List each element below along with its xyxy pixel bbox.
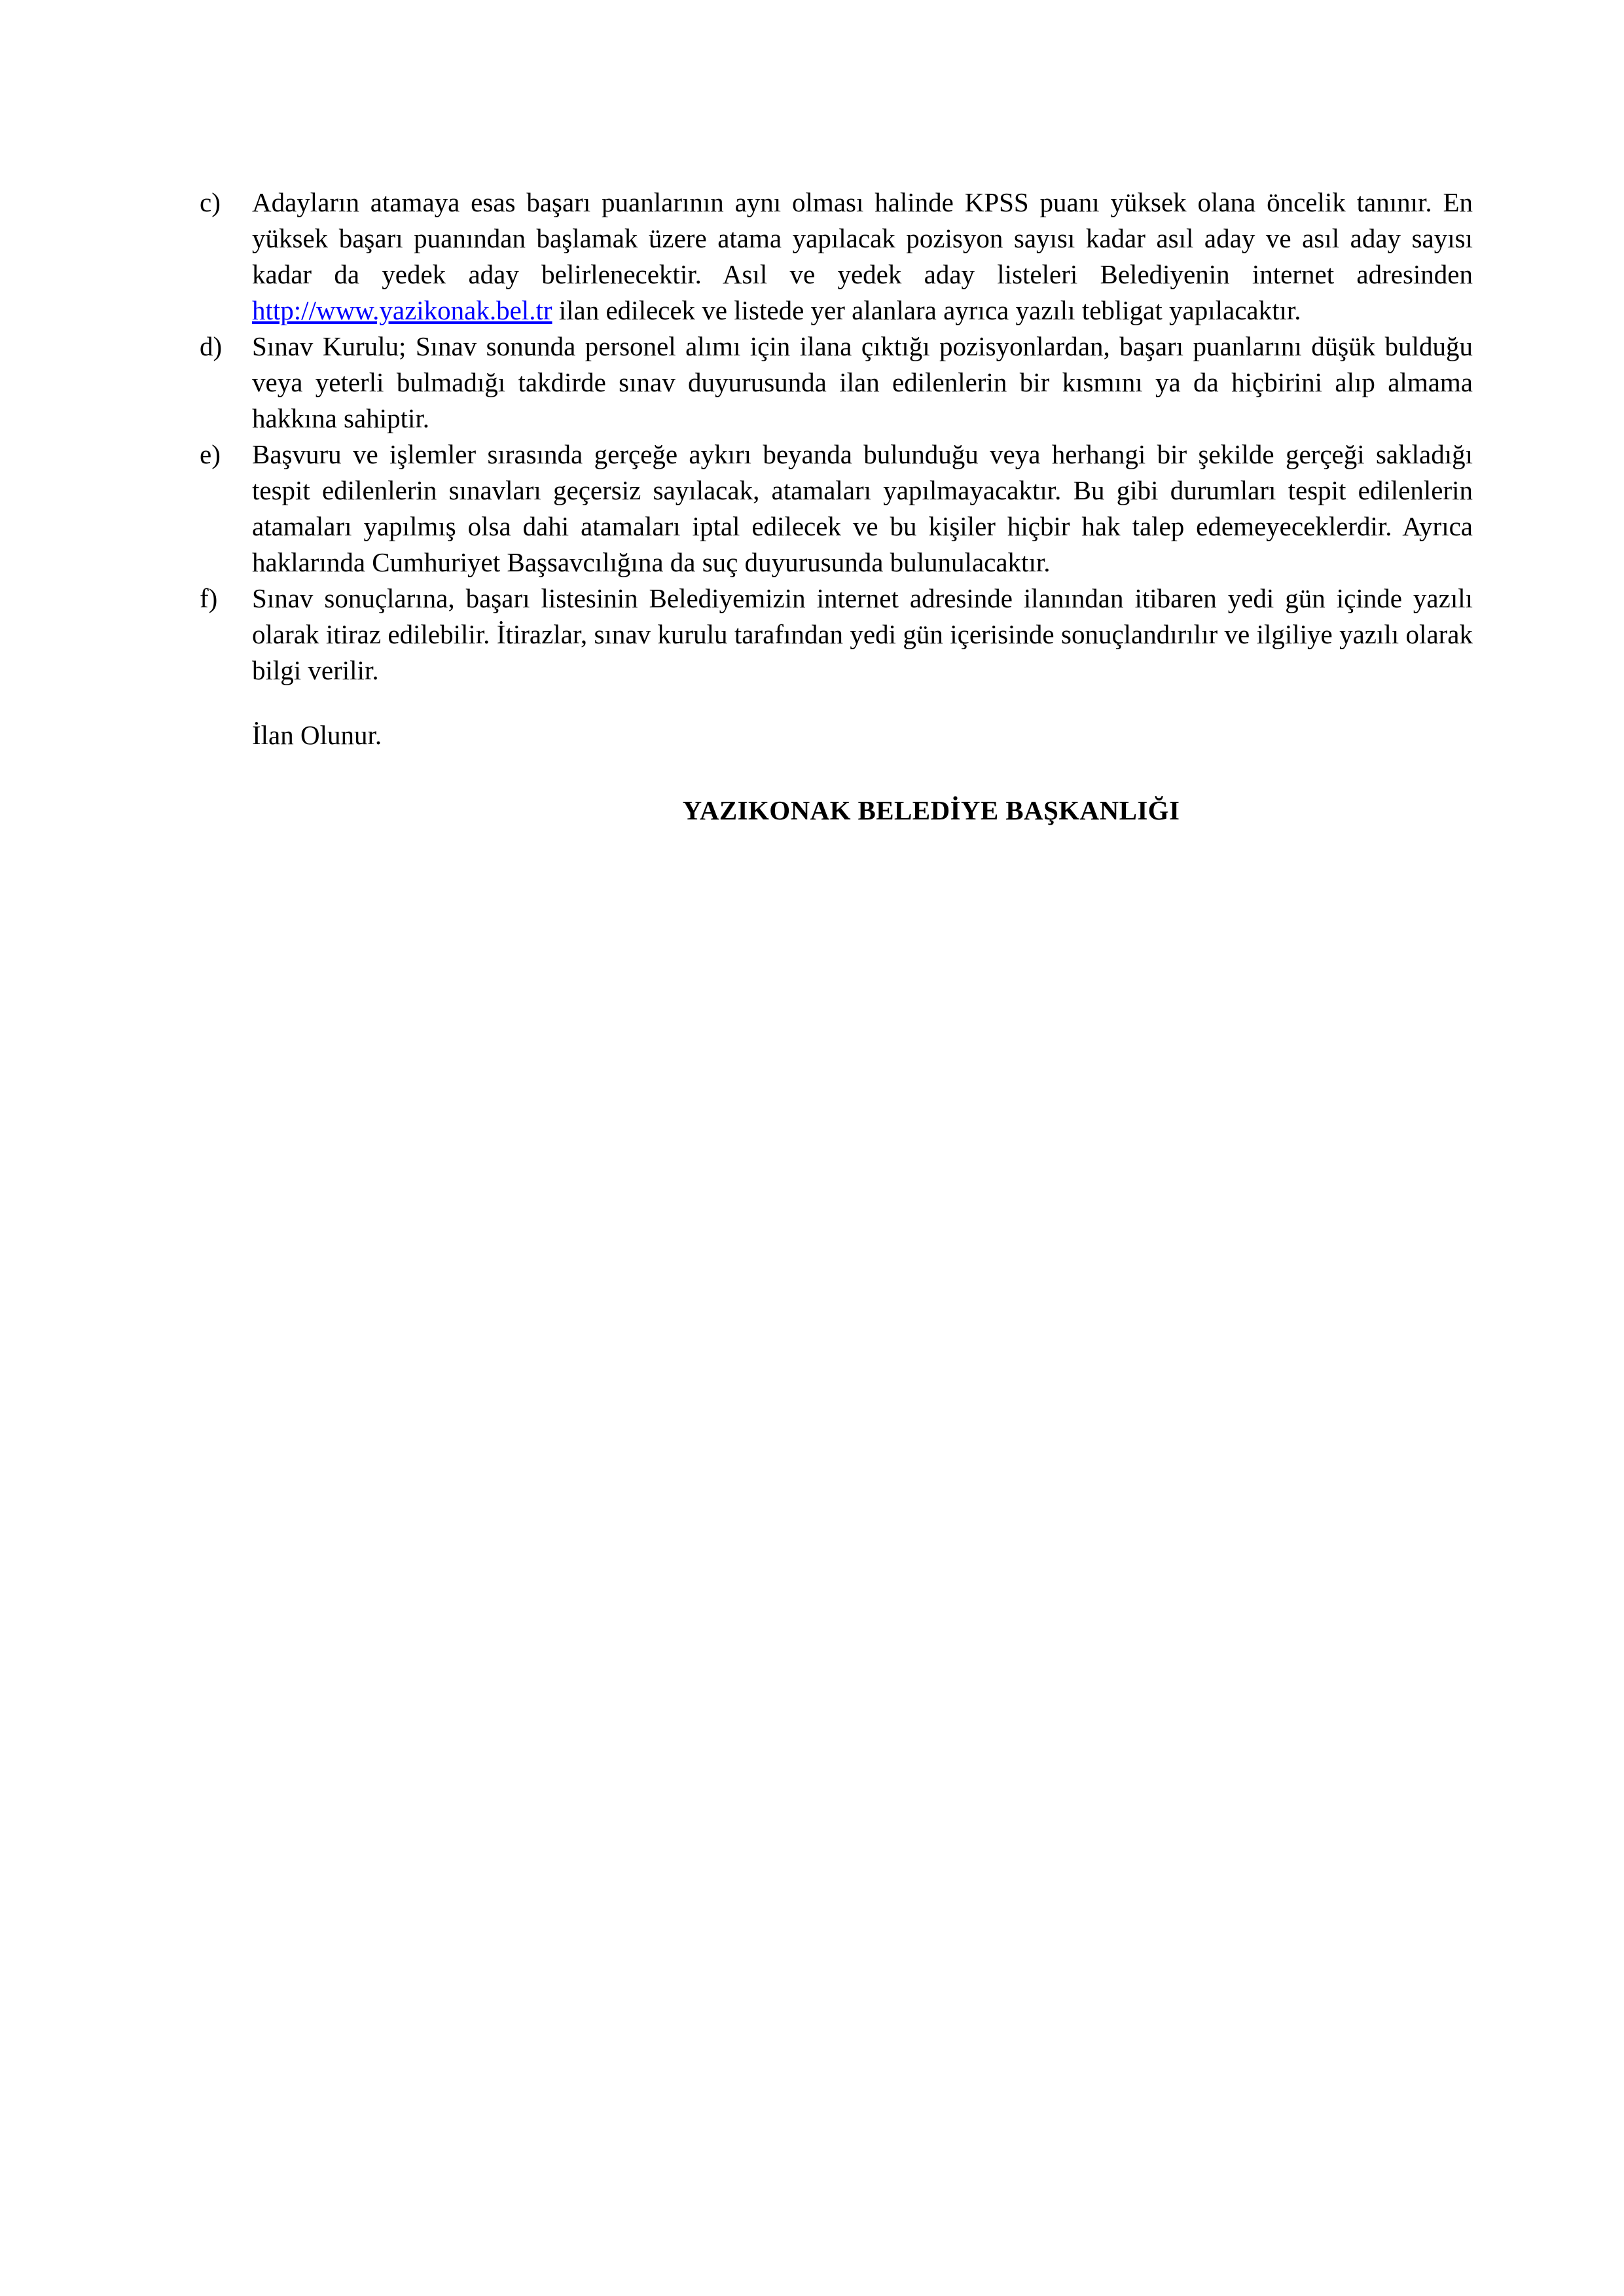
list-item-d [200,329,1473,437]
lettered-list [200,185,1473,689]
list-item-c-text [252,185,1473,329]
list-item-e [200,437,1473,581]
list-item-f [200,581,1473,689]
list-marker-c: c) [200,187,221,217]
list-marker-d: d) [200,331,223,361]
list-item-d-text: Sınav Kurulu; Sınav sonunda personel alımı için ilana çıktığı pozisyonlardan, başarı puanlarını düşük bulduğu veya yeterli bulmadığı takdirde sınav duyurusunda ilan edilenlerin bir kısmını ya da hiçbirini alıp almama hakkına sahiptir. [252,331,1473,433]
list-item-c-text-after-link: ilan edilecek ve listede yer alanlara ayrıca yazılı tebligat yapılacaktır. [552,295,1301,325]
list-item-f-text: Sınav sonuçlarına, başarı listesinin Belediyemizin internet adresinde ilanından itibaren yedi gün içinde yazılı olarak itiraz edilebilir. İtirazlar, sınav kurulu tarafından yedi gün içerisinde sonuçlandırılır ve ilgiliye yazılı olarak bilgi verilir. [252,583,1473,685]
document-body [200,185,1473,829]
list-marker-f: f) [200,583,218,613]
list-marker-e: e) [200,439,221,469]
list-item-c [200,185,1473,329]
closing-statement: İlan Olunur. [252,720,382,750]
yazikonak-website-link[interactable]: http://www.yazikonak.bel.tr [252,295,552,325]
list-item-c-text-before-link: Adayların atamaya esas başarı puanlarının aynı olması halinde KPSS puanı yüksek olana öncelik tanınır. En yüksek başarı puanından başlamak üzere atama yapılacak pozisyon sayısı kadar asıl aday ve asıl aday sayısı kadar da yedek aday belirlenecektir. Asıl ve yedek aday listeleri Belediyenin internet adresinden [252,187,1473,289]
signature-authority: YAZIKONAK BELEDİYE BAŞKANLIĞI [682,795,1180,825]
list-item-e-text: Başvuru ve işlemler sırasında gerçeğe aykırı beyanda bulunduğu veya herhangi bir şekilde gerçeği sakladığı tespit edilenlerin sınavları geçersiz sayılacak, atamaları yapılmayacaktır. Bu gibi durumları tespit edilenlerin atamaları yapılmış olsa dahi atamaları iptal edilecek ve bu kişiler hiçbir hak talep edemeyeceklerdir. Ayrıca haklarında Cumhuriyet Başsavcılığına da suç duyurusunda bulunulacaktır. [252,439,1473,577]
